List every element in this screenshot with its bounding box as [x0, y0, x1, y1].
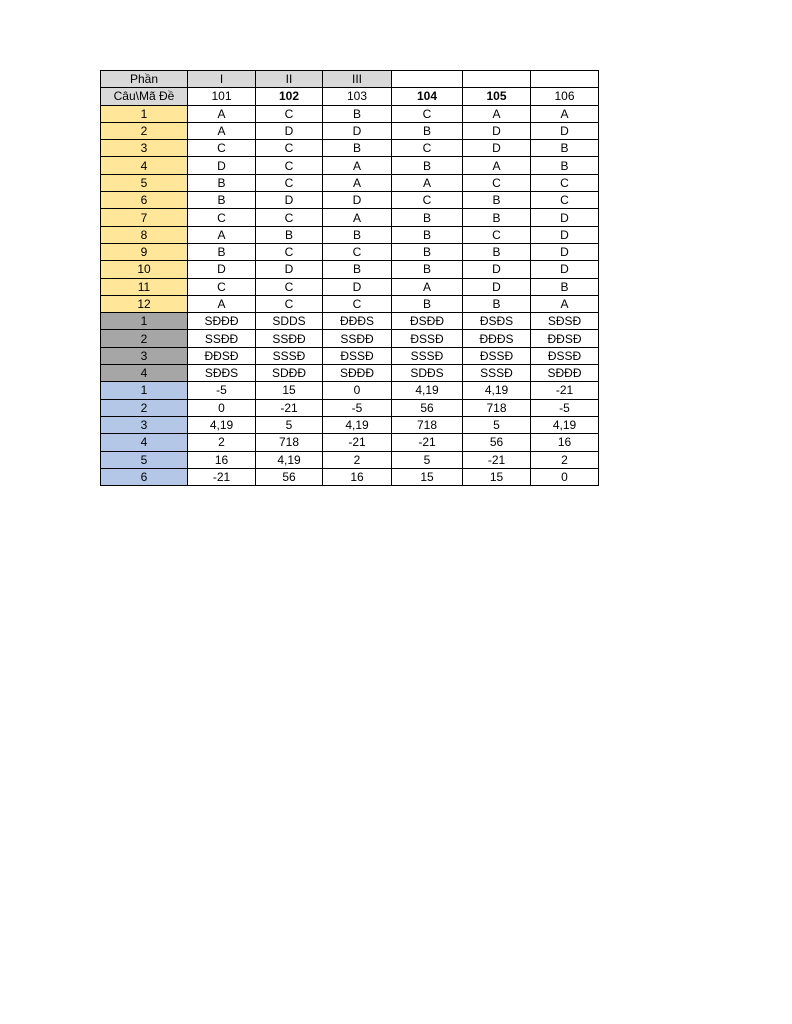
table-row [101, 71, 599, 88]
header-part-label: Phần [101, 71, 188, 88]
answer-cell: 16 [323, 468, 392, 485]
answer-cell: 4,19 [323, 416, 392, 433]
answer-cell: SSSĐ [463, 365, 531, 382]
answer-cell: B [392, 122, 463, 139]
answer-cell: 56 [463, 434, 531, 451]
answer-cell: A [463, 105, 531, 122]
answer-cell: -5 [323, 399, 392, 416]
answer-cell: 16 [531, 434, 599, 451]
header-blank-cell [531, 71, 599, 88]
answer-cell: C [188, 140, 256, 157]
row-label: 10 [101, 261, 188, 278]
answer-cell: 56 [256, 468, 323, 485]
answer-cell: -21 [256, 399, 323, 416]
answer-cell: SĐĐĐ [323, 365, 392, 382]
table-row-part-i-multiple-choice [101, 209, 599, 226]
answer-cell: 718 [392, 416, 463, 433]
answer-cell: C [392, 105, 463, 122]
answer-cell: B [463, 295, 531, 312]
table-row-part-i-multiple-choice [101, 157, 599, 174]
answer-cell: 5 [463, 416, 531, 433]
answer-cell: C [323, 295, 392, 312]
answer-cell: -5 [531, 399, 599, 416]
answer-cell: C [392, 192, 463, 209]
answer-cell: B [323, 105, 392, 122]
answer-cell: 4,19 [392, 382, 463, 399]
row-label: 8 [101, 226, 188, 243]
answer-cell: C [256, 140, 323, 157]
answer-cell: -21 [531, 382, 599, 399]
header-exam-code-cell: 101 [188, 88, 256, 105]
answer-cell: ĐSSĐ [463, 347, 531, 364]
row-label: 2 [101, 122, 188, 139]
header-question-code-label: Câu\Mã Đề [101, 88, 188, 105]
row-label: 1 [101, 313, 188, 330]
header-exam-code-cell: 102 [256, 88, 323, 105]
answer-cell: -21 [463, 451, 531, 468]
row-label: 9 [101, 243, 188, 260]
row-label: 4 [101, 365, 188, 382]
answer-cell: D [463, 122, 531, 139]
answer-cell: C [531, 192, 599, 209]
answer-cell: 0 [531, 468, 599, 485]
answer-cell: 2 [323, 451, 392, 468]
answer-cell: D [188, 261, 256, 278]
answer-cell: SDĐS [392, 365, 463, 382]
answer-cell: D [531, 243, 599, 260]
answer-cell: D [463, 261, 531, 278]
table-row-part-ii-true-false [101, 365, 599, 382]
table-row [101, 88, 599, 105]
answer-cell: B [392, 295, 463, 312]
answer-cell: -5 [188, 382, 256, 399]
header-exam-code-cell: 104 [392, 88, 463, 105]
answer-cell: B [188, 192, 256, 209]
answer-cell: D [531, 226, 599, 243]
answer-cell: A [323, 209, 392, 226]
answer-cell: C [256, 278, 323, 295]
table-row-part-iii-numeric [101, 382, 599, 399]
answer-cell: C [463, 174, 531, 191]
row-label: 1 [101, 382, 188, 399]
answer-cell: B [392, 157, 463, 174]
answer-cell: -21 [323, 434, 392, 451]
table-row-part-i-multiple-choice [101, 105, 599, 122]
answer-cell: 718 [463, 399, 531, 416]
answer-cell: ĐĐĐS [463, 330, 531, 347]
answer-cell: C [256, 157, 323, 174]
answer-cell: B [463, 243, 531, 260]
answer-cell: A [188, 226, 256, 243]
row-label: 5 [101, 451, 188, 468]
answer-cell: C [256, 295, 323, 312]
answer-cell: C [188, 278, 256, 295]
answer-cell: A [323, 157, 392, 174]
answer-cell: B [323, 261, 392, 278]
table-row-part-ii-true-false [101, 313, 599, 330]
answer-cell: D [463, 278, 531, 295]
table-row-part-i-multiple-choice [101, 243, 599, 260]
answer-cell: C [256, 209, 323, 226]
answer-cell: C [463, 226, 531, 243]
row-label: 11 [101, 278, 188, 295]
answer-cell: 16 [188, 451, 256, 468]
answer-cell: SDDS [256, 313, 323, 330]
answer-cell: SĐSĐ [531, 313, 599, 330]
table-row-part-ii-true-false [101, 347, 599, 364]
answer-cell: C [256, 105, 323, 122]
answer-cell: 4,19 [531, 416, 599, 433]
answer-cell: C [188, 209, 256, 226]
answer-cell: D [463, 140, 531, 157]
row-label: 7 [101, 209, 188, 226]
answer-cell: SDĐĐ [256, 365, 323, 382]
answer-cell: D [531, 261, 599, 278]
answer-cell: A [188, 295, 256, 312]
answer-cell: D [256, 192, 323, 209]
answer-cell: 2 [531, 451, 599, 468]
answer-cell: D [531, 122, 599, 139]
header-exam-code-cell: 103 [323, 88, 392, 105]
row-label: 4 [101, 157, 188, 174]
answer-cell: 15 [463, 468, 531, 485]
row-label: 6 [101, 468, 188, 485]
answer-cell: B [392, 209, 463, 226]
table-row-part-i-multiple-choice [101, 174, 599, 191]
answer-cell: 4,19 [256, 451, 323, 468]
table-row-part-i-multiple-choice [101, 122, 599, 139]
table-row-part-i-multiple-choice [101, 278, 599, 295]
answer-cell: D [188, 157, 256, 174]
answer-cell: A [531, 295, 599, 312]
answer-cell: ĐSĐĐ [392, 313, 463, 330]
table-row-part-i-multiple-choice [101, 261, 599, 278]
answer-cell: B [323, 140, 392, 157]
header-exam-code-cell: 105 [463, 88, 531, 105]
table-row-part-iii-numeric [101, 416, 599, 433]
answer-cell: A [463, 157, 531, 174]
answer-cell: A [392, 174, 463, 191]
answer-cell: C [323, 243, 392, 260]
answer-cell: 0 [323, 382, 392, 399]
answer-cell: 56 [392, 399, 463, 416]
table-row-part-ii-true-false [101, 330, 599, 347]
answer-cell: A [392, 278, 463, 295]
answer-cell: D [323, 192, 392, 209]
answer-cell: B [531, 157, 599, 174]
table-row-part-iii-numeric [101, 434, 599, 451]
answer-cell: D [256, 261, 323, 278]
table-row-part-iii-numeric [101, 468, 599, 485]
header-exam-code-cell: 106 [531, 88, 599, 105]
table-row-part-iii-numeric [101, 399, 599, 416]
answer-cell: A [323, 174, 392, 191]
answer-cell: D [531, 209, 599, 226]
row-label: 3 [101, 416, 188, 433]
answer-cell: ĐĐSĐ [188, 347, 256, 364]
answer-cell: B [188, 174, 256, 191]
answer-cell: A [188, 105, 256, 122]
row-label: 6 [101, 192, 188, 209]
answer-cell: SSĐĐ [323, 330, 392, 347]
answer-cell: SSSĐ [392, 347, 463, 364]
row-label: 4 [101, 434, 188, 451]
answer-cell: 2 [188, 434, 256, 451]
answer-cell: B [392, 226, 463, 243]
table-row-part-iii-numeric [101, 451, 599, 468]
header-roman-cell: II [256, 71, 323, 88]
table-row-part-i-multiple-choice [101, 226, 599, 243]
row-label: 1 [101, 105, 188, 122]
header-roman-cell: I [188, 71, 256, 88]
answer-cell: 718 [256, 434, 323, 451]
answer-cell: C [256, 243, 323, 260]
row-label: 3 [101, 140, 188, 157]
row-label: 5 [101, 174, 188, 191]
answer-cell: ĐĐĐS [323, 313, 392, 330]
row-label: 2 [101, 330, 188, 347]
answer-cell: C [392, 140, 463, 157]
answer-cell: SĐĐS [188, 365, 256, 382]
answer-cell: C [256, 174, 323, 191]
answer-cell: A [531, 105, 599, 122]
answer-cell: B [188, 243, 256, 260]
answer-cell: B [323, 226, 392, 243]
answer-cell: C [531, 174, 599, 191]
answer-cell: B [256, 226, 323, 243]
answer-cell: 5 [256, 416, 323, 433]
answer-cell: D [256, 122, 323, 139]
answer-cell: B [392, 243, 463, 260]
answer-cell: A [188, 122, 256, 139]
answer-cell: SSSĐ [256, 347, 323, 364]
answer-cell: SSĐĐ [188, 330, 256, 347]
answer-cell: D [323, 278, 392, 295]
answer-cell: 4,19 [188, 416, 256, 433]
answer-cell: 0 [188, 399, 256, 416]
row-label: 2 [101, 399, 188, 416]
answer-cell: SĐĐĐ [531, 365, 599, 382]
answer-cell: B [531, 140, 599, 157]
answer-cell: -21 [392, 434, 463, 451]
answer-cell: B [531, 278, 599, 295]
answer-key-table [100, 70, 599, 486]
answer-cell: ĐSĐS [463, 313, 531, 330]
answer-cell: ĐSSĐ [323, 347, 392, 364]
header-blank-cell [463, 71, 531, 88]
answer-cell: 15 [392, 468, 463, 485]
table-row-part-i-multiple-choice [101, 140, 599, 157]
answer-cell: D [323, 122, 392, 139]
answer-cell: 4,19 [463, 382, 531, 399]
row-label: 3 [101, 347, 188, 364]
table-row-part-i-multiple-choice [101, 192, 599, 209]
answer-cell: B [463, 192, 531, 209]
answer-cell: B [392, 261, 463, 278]
answer-cell: 15 [256, 382, 323, 399]
answer-cell: ĐSSĐ [392, 330, 463, 347]
answer-cell: SSĐĐ [256, 330, 323, 347]
table-row-part-i-multiple-choice [101, 295, 599, 312]
answer-cell: SĐĐĐ [188, 313, 256, 330]
header-roman-cell: III [323, 71, 392, 88]
answer-cell: ĐĐSĐ [531, 330, 599, 347]
row-label: 12 [101, 295, 188, 312]
answer-cell: ĐSSĐ [531, 347, 599, 364]
header-blank-cell [392, 71, 463, 88]
answer-cell: -21 [188, 468, 256, 485]
answer-cell: B [463, 209, 531, 226]
answer-cell: 5 [392, 451, 463, 468]
